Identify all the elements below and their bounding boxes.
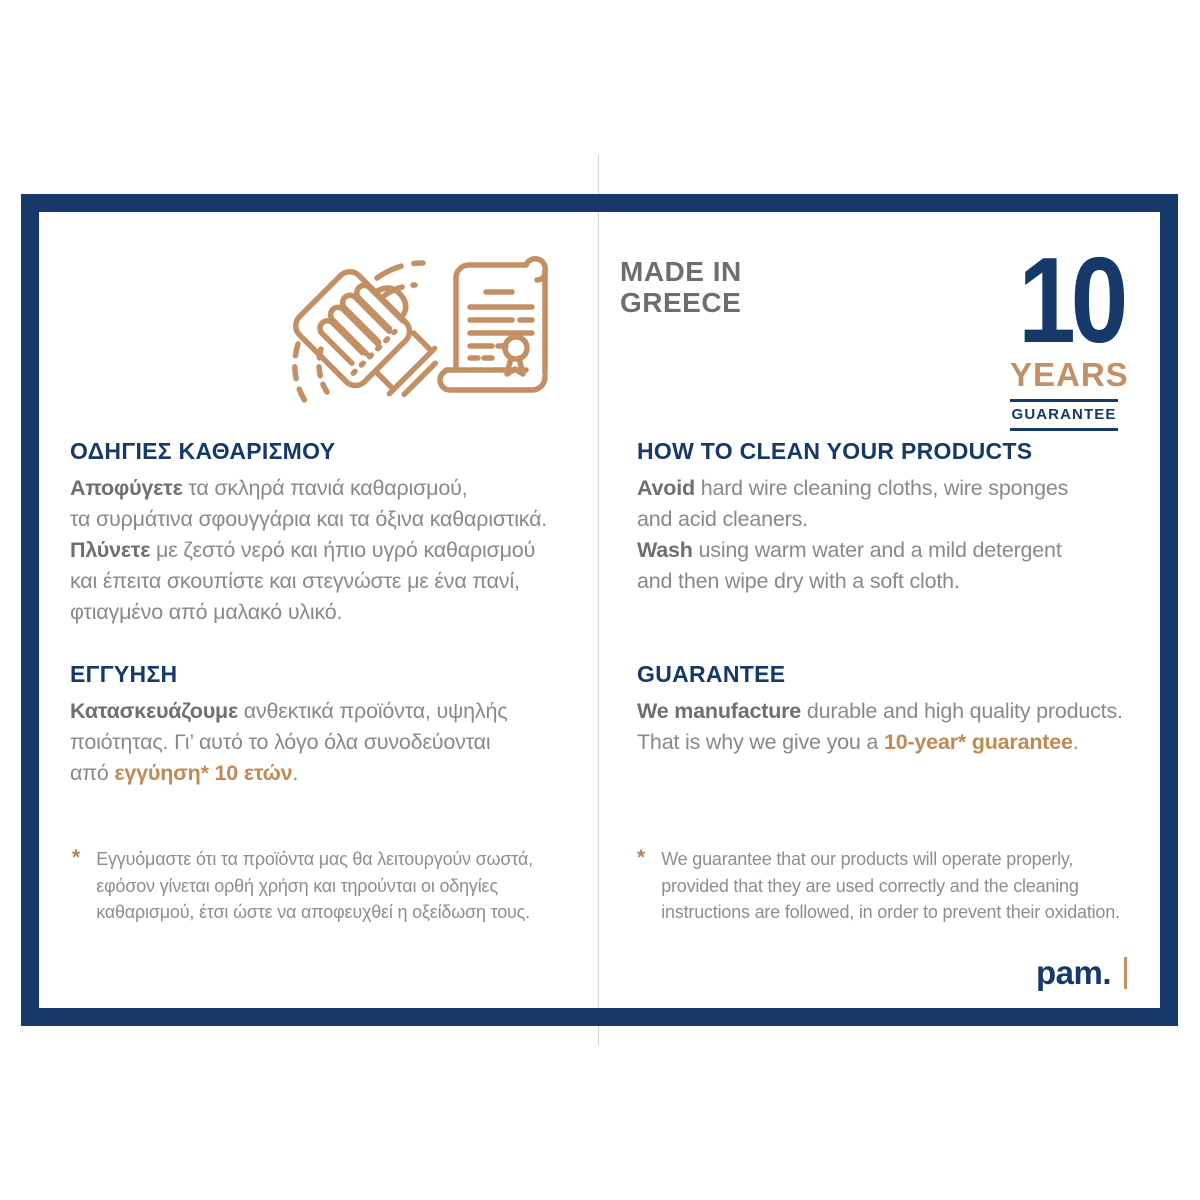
footnote-line: εφόσον γίνεται ορθή χρήση και τηρούνται οι οδηγίες [96,875,498,896]
line-text: using warm water and a mild detergent [692,538,1062,562]
greek-guarantee-accent-line [70,758,610,789]
line-text: . [1072,730,1079,754]
line-text: ανθεκτικά προϊόντα, υψηλής [238,699,508,723]
pam-wordmark: pam. [1036,954,1112,991]
badge-divider-top [1010,399,1118,402]
footnote-line: καθαρισμού, έτσι ώστε να αποφευχθεί η οξείδωση τους. [96,902,530,922]
english-cleaning-line [637,535,1177,566]
english-cleaning-line [637,504,1177,535]
greek-cleaning-line [70,566,610,597]
made-in-line2: GREECE [620,287,742,318]
guarantee-certificate-icon [428,252,573,402]
english-cleaning-line [637,473,1177,504]
made-in-line1: MADE IN [620,256,742,287]
bold-lead: Αποφύγετε [70,476,183,500]
line-text: and then wipe dry with a soft cloth. [637,569,960,593]
greek-cleaning-section [70,438,610,628]
greek-cleaning-line [70,473,610,504]
bold-lead: Wash [637,538,693,562]
logo-accent-bar [1124,957,1127,989]
badge-number: 10 [1018,232,1124,368]
english-cleaning-section [637,438,1177,597]
greek-cleaning-line [70,535,610,566]
footnote-line: Εγγυόμαστε ότι τα προϊόντα μας θα λειτουργούν σωστά, [96,849,533,869]
english-guarantee-line [637,696,1177,727]
guarantee-accent-text: 10-year* guarantee [883,730,1073,754]
footnote-line: provided that they are used correctly and the cleaning [661,875,1079,896]
cleaning-cloth-icon [282,248,432,428]
greek-footnote [72,846,592,926]
line-text: τα σκληρά πανιά καθαρισμού, [182,476,468,500]
bold-lead: Κατασκευάζουμε [70,699,238,723]
english-cleaning-line [637,566,1177,597]
badge-years-label: YEARS [1010,356,1129,393]
line-text: durable and high quality products. [801,699,1123,723]
line-text: That is why we give you a [637,730,884,754]
greek-guarantee-section [70,661,610,789]
bold-lead: We manufacture [637,699,802,723]
badge-divider-bottom [1010,428,1118,431]
greek-cleaning-line [70,504,610,535]
english-footnote-text [661,846,1120,926]
footnote-line: instructions are followed, in order to prevent their oxidation. [661,902,1120,922]
greek-footnote-text [96,846,533,926]
greek-guarantee-line [70,727,610,758]
bold-lead: Πλύνετε [70,538,151,562]
line-text: and acid cleaners. [637,507,808,531]
ten-years-guarantee-badge [1010,232,1129,431]
english-guarantee-heading: GUARANTEE [637,661,786,687]
english-cleaning-heading: HOW TO CLEAN YOUR PRODUCTS [637,438,1033,464]
english-guarantee-accent-line [637,727,1177,758]
greek-guarantee-heading: ΕΓΓΥΗΣΗ [70,661,178,687]
greek-cleaning-line [70,597,610,628]
footnote-asterisk: * [637,846,646,869]
english-footnote [637,846,1167,926]
english-guarantee-section [637,661,1177,758]
line-text: με ζεστό νερό και ήπιο υγρό καθαρισμού [150,538,536,562]
line-text: ποιότητας. Γι’ αυτό το λόγο όλα συνοδεύονται [70,730,491,754]
guarantee-accent-text: εγγύηση* 10 ετών [114,761,293,785]
greek-cleaning-heading: ΟΔΗΓΙΕΣ ΚΑΘΑΡΙΣΜΟΥ [70,438,336,464]
line-text: από [70,761,115,785]
line-text: hard wire cleaning cloths, wire sponges [694,476,1069,500]
line-text: φτιαγμένο από μαλακό υλικό. [70,600,343,624]
made-in-greece-label [620,256,742,318]
line-text: . [292,761,299,785]
badge-guarantee-label: GUARANTEE [1011,406,1117,423]
line-text: τα συρμάτινα σφουγγάρια και τα όξινα καθαριστικά. [70,507,548,531]
greek-guarantee-line [70,696,610,727]
line-text: και έπειτα σκουπίστε και στεγνώστε με ένα πανί, [70,569,520,593]
footnote-asterisk: * [72,846,81,869]
pam-logo [1036,956,1127,989]
footnote-line: We guarantee that our products will operate properly, [661,849,1074,869]
bold-lead: Avoid [637,476,695,500]
